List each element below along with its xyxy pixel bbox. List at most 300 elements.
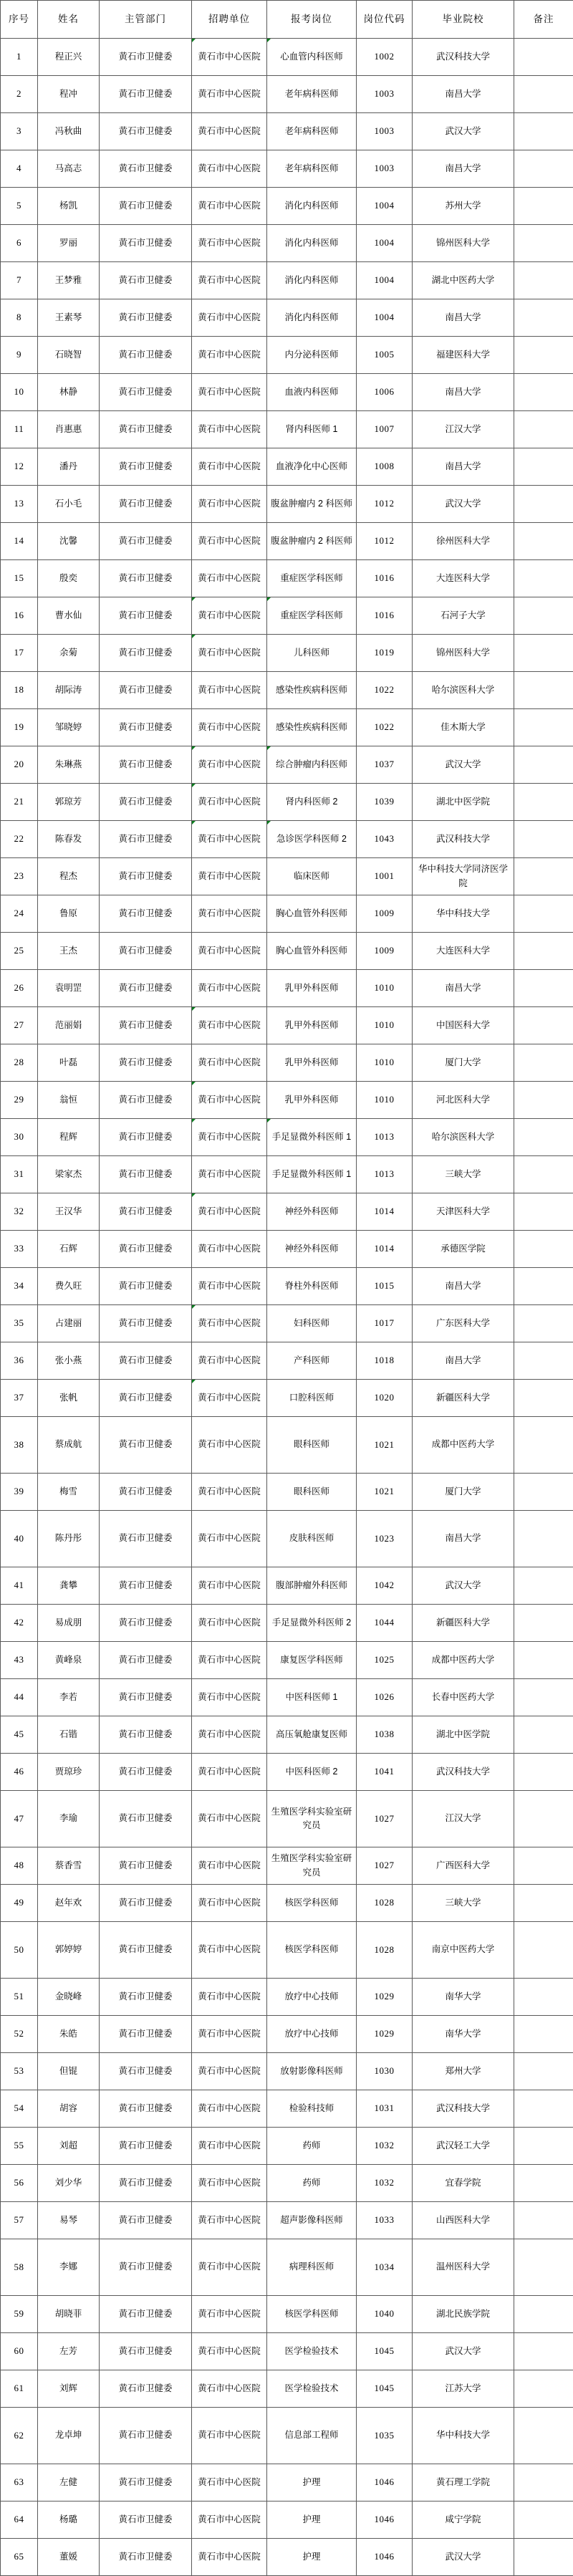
cell-no: 50	[1, 1922, 38, 1979]
cell-name: 左芳	[38, 2333, 100, 2370]
cell-note	[514, 76, 573, 113]
cell-unit: 黄石市中心医院	[192, 1082, 267, 1119]
cell-note	[514, 2128, 573, 2165]
cell-dept: 黄石市卫健委	[100, 1007, 192, 1044]
cell-school: 武汉科技大学	[413, 1754, 514, 1791]
cell-name: 胡际涛	[38, 672, 100, 709]
cell-dept: 黄石市卫健委	[100, 933, 192, 970]
cell-dept: 黄石市卫健委	[100, 1791, 192, 1847]
cell-school: 南昌大学	[413, 299, 514, 337]
cell-unit: 黄石市中心医院	[192, 2296, 267, 2333]
cell-school: 武汉科技大学	[413, 2090, 514, 2128]
cell-name: 梅雪	[38, 1474, 100, 1511]
cell-no: 3	[1, 113, 38, 150]
cell-name: 王素琴	[38, 299, 100, 337]
cell-unit: 黄石市中心医院	[192, 1567, 267, 1605]
cell-name: 郭琼芳	[38, 784, 100, 821]
cell-school: 河北医科大学	[413, 1082, 514, 1119]
excel-error-indicator-icon	[192, 635, 196, 638]
cell-unit: 黄石市中心医院	[192, 1417, 267, 1474]
cell-no: 6	[1, 225, 38, 262]
table-row	[1, 299, 573, 337]
cell-unit: 黄石市中心医院	[192, 1979, 267, 2016]
cell-school: 哈尔滨医科大学	[413, 1119, 514, 1156]
col-header-code: 岗位代码	[357, 1, 413, 39]
cell-dept: 黄石市卫健委	[100, 560, 192, 597]
cell-position: 血液内科医师	[267, 374, 357, 411]
table-row	[1, 672, 573, 709]
cell-school: 江苏大学	[413, 2370, 514, 2408]
cell-unit: 黄石市中心医院	[192, 2539, 267, 2576]
cell-note	[514, 486, 573, 523]
table-row	[1, 2408, 573, 2464]
cell-name: 刘超	[38, 2128, 100, 2165]
cell-school: 南昌大学	[413, 374, 514, 411]
cell-unit: 黄石市中心医院	[192, 113, 267, 150]
cell-position: 综合肿瘤内科医师	[267, 746, 357, 784]
cell-name: 程冲	[38, 76, 100, 113]
cell-no: 58	[1, 2239, 38, 2296]
cell-unit: 黄石市中心医院	[192, 1679, 267, 1716]
cell-note	[514, 560, 573, 597]
cell-unit: 黄石市中心医院	[192, 2016, 267, 2053]
cell-note	[514, 784, 573, 821]
cell-unit: 黄石市中心医院	[192, 2408, 267, 2464]
cell-position: 急诊医学科医师 2	[267, 821, 357, 858]
cell-code: 1028	[357, 1922, 413, 1979]
cell-position: 乳甲外科医师	[267, 1044, 357, 1082]
col-header-note: 备注	[514, 1, 573, 39]
excel-error-indicator-icon	[192, 597, 196, 601]
cell-code: 1046	[357, 2501, 413, 2539]
cell-name: 翁恒	[38, 1082, 100, 1119]
cell-dept: 黄石市卫健委	[100, 188, 192, 225]
cell-position: 妇科医师	[267, 1305, 357, 1342]
table-row	[1, 1642, 573, 1679]
cell-position: 手足显微外科医师 1	[267, 1119, 357, 1156]
cell-school: 武汉轻工大学	[413, 2128, 514, 2165]
cell-note	[514, 2053, 573, 2090]
cell-name: 袁明罡	[38, 970, 100, 1007]
table-row	[1, 411, 573, 448]
cell-dept: 黄石市卫健委	[100, 1380, 192, 1417]
table-row	[1, 1716, 573, 1754]
cell-code: 1015	[357, 1268, 413, 1305]
table-row	[1, 1754, 573, 1791]
excel-error-indicator-icon	[192, 784, 196, 787]
cell-code: 1004	[357, 188, 413, 225]
col-header-school: 毕业院校	[413, 1, 514, 39]
table-row	[1, 150, 573, 188]
cell-name: 王梦雅	[38, 262, 100, 299]
cell-code: 1037	[357, 746, 413, 784]
cell-code: 1012	[357, 486, 413, 523]
cell-school: 湖北中医药大学	[413, 262, 514, 299]
cell-code: 1010	[357, 1044, 413, 1082]
cell-note	[514, 2239, 573, 2296]
cell-dept: 黄石市卫健委	[100, 1679, 192, 1716]
cell-dept: 黄石市卫健委	[100, 858, 192, 895]
cell-unit: 黄石市中心医院	[192, 1791, 267, 1847]
cell-position: 放疗中心技师	[267, 1979, 357, 2016]
cell-position: 手足显微外科医师 2	[267, 1605, 357, 1642]
table-row	[1, 1007, 573, 1044]
cell-no: 60	[1, 2333, 38, 2370]
cell-school: 南昌大学	[413, 970, 514, 1007]
cell-no: 57	[1, 2202, 38, 2239]
cell-unit: 黄石市中心医院	[192, 374, 267, 411]
cell-no: 53	[1, 2053, 38, 2090]
cell-unit: 黄石市中心医院	[192, 1193, 267, 1231]
cell-school: 苏州大学	[413, 188, 514, 225]
cell-school: 郑州大学	[413, 2053, 514, 2090]
cell-no: 37	[1, 1380, 38, 1417]
cell-note	[514, 1474, 573, 1511]
cell-dept: 黄石市卫健委	[100, 39, 192, 76]
cell-unit: 黄石市中心医院	[192, 2501, 267, 2539]
cell-note	[514, 337, 573, 374]
cell-school: 长春中医药大学	[413, 1679, 514, 1716]
cell-no: 30	[1, 1119, 38, 1156]
cell-no: 11	[1, 411, 38, 448]
cell-code: 1010	[357, 1007, 413, 1044]
cell-school: 成都中医药大学	[413, 1642, 514, 1679]
table-row	[1, 1342, 573, 1380]
cell-position: 胸心血管外科医师	[267, 895, 357, 933]
cell-note	[514, 262, 573, 299]
table-row	[1, 560, 573, 597]
cell-dept: 黄石市卫健委	[100, 1567, 192, 1605]
table-row	[1, 597, 573, 635]
cell-position: 皮肤科医师	[267, 1511, 357, 1567]
cell-name: 石锴	[38, 1716, 100, 1754]
cell-note	[514, 523, 573, 560]
cell-school: 天津医科大学	[413, 1193, 514, 1231]
cell-position: 消化内科医师	[267, 299, 357, 337]
cell-unit: 黄石市中心医院	[192, 2165, 267, 2202]
cell-unit: 黄石市中心医院	[192, 1605, 267, 1642]
col-header-position: 报考岗位	[267, 1, 357, 39]
cell-code: 1008	[357, 448, 413, 486]
cell-name: 黄峰泉	[38, 1642, 100, 1679]
cell-name: 潘丹	[38, 448, 100, 486]
cell-position: 康复医学科医师	[267, 1642, 357, 1679]
cell-note	[514, 635, 573, 672]
cell-code: 1022	[357, 709, 413, 746]
excel-error-indicator-icon	[192, 746, 196, 750]
cell-unit: 黄石市中心医院	[192, 411, 267, 448]
cell-position: 重症医学科医师	[267, 597, 357, 635]
cell-position: 乳甲外科医师	[267, 1082, 357, 1119]
cell-code: 1031	[357, 2090, 413, 2128]
cell-dept: 黄石市卫健委	[100, 1082, 192, 1119]
cell-no: 34	[1, 1268, 38, 1305]
cell-no: 29	[1, 1082, 38, 1119]
cell-school: 南昌大学	[413, 1342, 514, 1380]
cell-code: 1029	[357, 2016, 413, 2053]
cell-position: 核医学科医师	[267, 1885, 357, 1922]
cell-code: 1002	[357, 39, 413, 76]
cell-position: 中医科医师 2	[267, 1754, 357, 1791]
cell-no: 52	[1, 2016, 38, 2053]
cell-dept: 黄石市卫健委	[100, 1044, 192, 1082]
cell-school: 黄石理工学院	[413, 2464, 514, 2501]
cell-school: 南昌大学	[413, 1268, 514, 1305]
cell-school: 石河子大学	[413, 597, 514, 635]
cell-no: 48	[1, 1847, 38, 1885]
table-row	[1, 1417, 573, 1474]
cell-note	[514, 1791, 573, 1847]
cell-unit: 黄石市中心医院	[192, 784, 267, 821]
cell-no: 46	[1, 1754, 38, 1791]
cell-position: 检验科技师	[267, 2090, 357, 2128]
cell-position: 眼科医师	[267, 1474, 357, 1511]
cell-no: 28	[1, 1044, 38, 1082]
cell-unit: 黄石市中心医院	[192, 1268, 267, 1305]
cell-no: 39	[1, 1474, 38, 1511]
cell-name: 但锟	[38, 2053, 100, 2090]
table-row	[1, 76, 573, 113]
cell-position: 内分泌科医师	[267, 337, 357, 374]
cell-unit: 黄石市中心医院	[192, 858, 267, 895]
cell-unit: 黄石市中心医院	[192, 635, 267, 672]
cell-school: 武汉大学	[413, 1567, 514, 1605]
cell-unit: 黄石市中心医院	[192, 933, 267, 970]
cell-school: 南昌大学	[413, 1511, 514, 1567]
cell-no: 25	[1, 933, 38, 970]
table-row	[1, 2239, 573, 2296]
cell-no: 8	[1, 299, 38, 337]
cell-dept: 黄石市卫健委	[100, 1511, 192, 1567]
table-row	[1, 262, 573, 299]
cell-no: 13	[1, 486, 38, 523]
cell-no: 5	[1, 188, 38, 225]
cell-school: 武汉大学	[413, 746, 514, 784]
cell-position: 乳甲外科医师	[267, 970, 357, 1007]
col-header-no: 序号	[1, 1, 38, 39]
cell-school: 武汉大学	[413, 486, 514, 523]
excel-error-indicator-icon	[192, 1193, 196, 1197]
cell-unit: 黄石市中心医院	[192, 1642, 267, 1679]
cell-position: 消化内科医师	[267, 188, 357, 225]
excel-error-indicator-icon	[267, 39, 271, 42]
cell-code: 1016	[357, 597, 413, 635]
cell-no: 36	[1, 1342, 38, 1380]
cell-note	[514, 2501, 573, 2539]
cell-position: 护理	[267, 2501, 357, 2539]
cell-school: 南昌大学	[413, 448, 514, 486]
cell-name: 朱皓	[38, 2016, 100, 2053]
cell-name: 林静	[38, 374, 100, 411]
cell-name: 沈馨	[38, 523, 100, 560]
cell-dept: 黄石市卫健委	[100, 262, 192, 299]
cell-position: 老年病科医师	[267, 76, 357, 113]
cell-dept: 黄石市卫健委	[100, 1305, 192, 1342]
cell-name: 王汉华	[38, 1193, 100, 1231]
table-row	[1, 523, 573, 560]
cell-unit: 黄石市中心医院	[192, 1156, 267, 1193]
cell-dept: 黄石市卫健委	[100, 1716, 192, 1754]
cell-dept: 黄石市卫健委	[100, 821, 192, 858]
excel-error-indicator-icon	[192, 1007, 196, 1011]
cell-unit: 黄石市中心医院	[192, 262, 267, 299]
cell-no: 20	[1, 746, 38, 784]
table-row	[1, 1380, 573, 1417]
excel-error-indicator-icon	[192, 1305, 196, 1309]
cell-position: 口腔科医师	[267, 1380, 357, 1417]
cell-name: 蔡香雪	[38, 1847, 100, 1885]
cell-school: 华中科技大学	[413, 895, 514, 933]
cell-no: 16	[1, 597, 38, 635]
cell-position: 病理科医师	[267, 2239, 357, 2296]
cell-code: 1033	[357, 2202, 413, 2239]
cell-note	[514, 1007, 573, 1044]
cell-code: 1014	[357, 1231, 413, 1268]
cell-dept: 黄石市卫健委	[100, 1417, 192, 1474]
table-row	[1, 113, 573, 150]
cell-dept: 黄石市卫健委	[100, 672, 192, 709]
cell-unit: 黄石市中心医院	[192, 486, 267, 523]
cell-school: 南京中医药大学	[413, 1922, 514, 1979]
cell-code: 1021	[357, 1474, 413, 1511]
cell-code: 1004	[357, 299, 413, 337]
cell-note	[514, 2464, 573, 2501]
cell-position: 神经外科医师	[267, 1193, 357, 1231]
cell-code: 1019	[357, 635, 413, 672]
table-row	[1, 1305, 573, 1342]
table-row	[1, 1156, 573, 1193]
cell-position: 肾内科医师 1	[267, 411, 357, 448]
table-row	[1, 2539, 573, 2576]
cell-school: 锦州医科大学	[413, 225, 514, 262]
cell-dept: 黄石市卫健委	[100, 1156, 192, 1193]
cell-name: 李娜	[38, 2239, 100, 2296]
cell-note	[514, 188, 573, 225]
cell-code: 1022	[357, 672, 413, 709]
cell-code: 1009	[357, 895, 413, 933]
cell-code: 1013	[357, 1119, 413, 1156]
table-row	[1, 1885, 573, 1922]
cell-code: 1046	[357, 2539, 413, 2576]
cell-position: 产科医师	[267, 1342, 357, 1380]
cell-name: 杨凯	[38, 188, 100, 225]
cell-name: 程杰	[38, 858, 100, 895]
cell-unit: 黄石市中心医院	[192, 895, 267, 933]
col-header-dept: 主管部门	[100, 1, 192, 39]
cell-school: 大连医科大学	[413, 560, 514, 597]
cell-unit: 黄石市中心医院	[192, 39, 267, 76]
cell-dept: 黄石市卫健委	[100, 1754, 192, 1791]
cell-name: 易琴	[38, 2202, 100, 2239]
table-row	[1, 895, 573, 933]
cell-school: 华中科技大学同济医学院	[413, 858, 514, 895]
cell-unit: 黄石市中心医院	[192, 523, 267, 560]
cell-unit: 黄石市中心医院	[192, 1119, 267, 1156]
table-row	[1, 2016, 573, 2053]
cell-unit: 黄石市中心医院	[192, 1922, 267, 1979]
cell-no: 61	[1, 2370, 38, 2408]
cell-position: 医学检验技术	[267, 2370, 357, 2408]
cell-name: 冯秋曲	[38, 113, 100, 150]
cell-position: 超声影像科医师	[267, 2202, 357, 2239]
cell-no: 17	[1, 635, 38, 672]
cell-no: 63	[1, 2464, 38, 2501]
cell-dept: 黄石市卫健委	[100, 2464, 192, 2501]
cell-dept: 黄石市卫健委	[100, 597, 192, 635]
cell-dept: 黄石市卫健委	[100, 2539, 192, 2576]
cell-position: 神经外科医师	[267, 1231, 357, 1268]
cell-unit: 黄石市中心医院	[192, 2090, 267, 2128]
cell-position: 放射影像科医师	[267, 2053, 357, 2090]
cell-code: 1023	[357, 1511, 413, 1567]
table-row	[1, 188, 573, 225]
cell-no: 15	[1, 560, 38, 597]
cell-school: 新疆医科大学	[413, 1380, 514, 1417]
excel-error-indicator-icon	[267, 746, 271, 750]
cell-dept: 黄石市卫健委	[100, 1979, 192, 2016]
excel-error-indicator-icon	[192, 1380, 196, 1383]
cell-name: 叶磊	[38, 1044, 100, 1082]
cell-dept: 黄石市卫健委	[100, 1119, 192, 1156]
cell-code: 1034	[357, 2239, 413, 2296]
cell-dept: 黄石市卫健委	[100, 895, 192, 933]
cell-dept: 黄石市卫健委	[100, 2370, 192, 2408]
cell-note	[514, 1754, 573, 1791]
table-row	[1, 225, 573, 262]
cell-dept: 黄石市卫健委	[100, 374, 192, 411]
table-row	[1, 635, 573, 672]
cell-note	[514, 2016, 573, 2053]
table-row	[1, 2370, 573, 2408]
cell-note	[514, 1979, 573, 2016]
cell-name: 余菊	[38, 635, 100, 672]
cell-no: 59	[1, 2296, 38, 2333]
cell-position: 高压氧舱康复医师	[267, 1716, 357, 1754]
cell-no: 7	[1, 262, 38, 299]
cell-dept: 黄石市卫健委	[100, 150, 192, 188]
cell-unit: 黄石市中心医院	[192, 2202, 267, 2239]
cell-dept: 黄石市卫健委	[100, 299, 192, 337]
cell-school: 福建医科大学	[413, 337, 514, 374]
excel-error-indicator-icon	[192, 1119, 196, 1123]
cell-dept: 黄石市卫健委	[100, 2053, 192, 2090]
cell-school: 承德医学院	[413, 1231, 514, 1268]
cell-school: 三峡大学	[413, 1156, 514, 1193]
excel-error-indicator-icon	[267, 597, 271, 601]
cell-dept: 黄石市卫健委	[100, 486, 192, 523]
table-row	[1, 2053, 573, 2090]
cell-unit: 黄石市中心医院	[192, 1716, 267, 1754]
cell-code: 1001	[357, 858, 413, 895]
cell-position: 放疗中心技师	[267, 2016, 357, 2053]
cell-dept: 黄石市卫健委	[100, 2128, 192, 2165]
cell-dept: 黄石市卫健委	[100, 2239, 192, 2296]
table-row	[1, 1268, 573, 1305]
cell-dept: 黄石市卫健委	[100, 970, 192, 1007]
cell-no: 44	[1, 1679, 38, 1716]
cell-school: 广东医科大学	[413, 1305, 514, 1342]
cell-note	[514, 1511, 573, 1567]
cell-name: 杨璐	[38, 2501, 100, 2539]
cell-dept: 黄石市卫健委	[100, 2333, 192, 2370]
cell-position: 心血管内科医师	[267, 39, 357, 76]
cell-note	[514, 411, 573, 448]
table-row	[1, 2464, 573, 2501]
col-header-unit: 招聘单位	[192, 1, 267, 39]
cell-no: 27	[1, 1007, 38, 1044]
cell-no: 47	[1, 1791, 38, 1847]
cell-note	[514, 858, 573, 895]
